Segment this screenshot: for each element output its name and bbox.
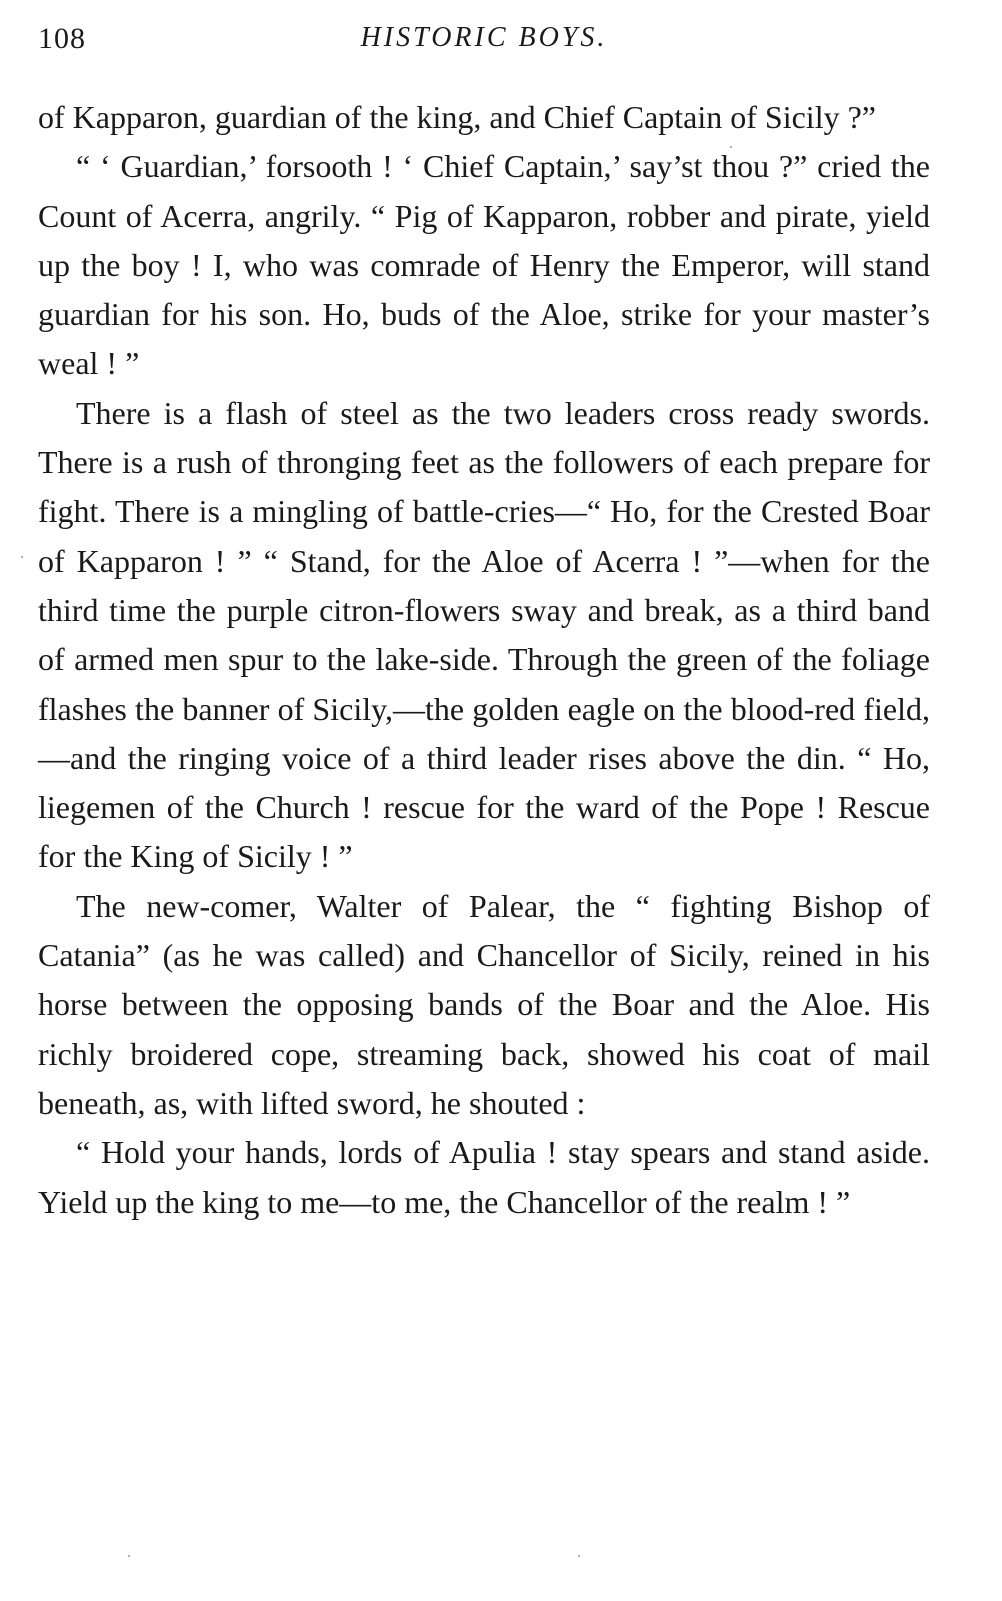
print-speck (578, 1555, 580, 1557)
running-head (38, 22, 930, 70)
paragraph-3: There is a flash of steel as the two leaders cross ready swords. There is a rush of thronging feet as the followers of each prepare for fight. There is a mingling of battle-cries—“ Ho, for the Crested Boar of Kapparon ! ” “ Stand, for the Aloe of Acerra ! ”—when for the third time the purple citron-flowers sway and break, as a third band of armed men spur to the lake-side. Through the green of the foliage flashes the banner of Sicily,—the golden eagle on the blood-red field,—and the ringing voice of a third leader rises above the din. “ Ho, liegemen of the Church ! rescue for the ward of the Pope ! Rescue for the King of Sicily ! ” (38, 394, 930, 875)
print-speck (21, 556, 23, 558)
paragraph-5: “ Hold your hands, lords of Apulia ! stay spears and stand aside. Yield up the king to me—to me, the Chancellor of the realm ! ” (38, 1134, 930, 1220)
print-speck (730, 146, 732, 148)
running-title: HISTORIC BOYS. (360, 22, 608, 53)
book-page (38, 22, 930, 1227)
paragraph-2: “ ‘ Guardian,’ forsooth ! ‘ Chief Captain,’ say’st thou ?” cried the Count of Acerra, angrily. “ Pig of Kapparon, robber and pirate, yield up the boy ! I, who was comrade of Henry the Emperor, will stand guardian for his son. Ho, buds of the Aloe, strike for your master’s weal ! ” (38, 148, 930, 382)
body-text (38, 93, 930, 1227)
print-speck (128, 1555, 130, 1557)
paragraph-4: The new-comer, Walter of Palear, the “ fighting Bishop of Catania” (as he was called) and Chancellor of Sicily, reined in his horse between the opposing bands of the Boar and the Aloe. His richly broidered cope, streaming back, showed his coat of mail beneath, as, with lifted sword, he shouted : (38, 887, 930, 1121)
page-number: 108 (38, 22, 86, 55)
paragraph-1: of Kapparon, guardian of the king, and Chief Captain of Sicily ?” (38, 99, 876, 135)
